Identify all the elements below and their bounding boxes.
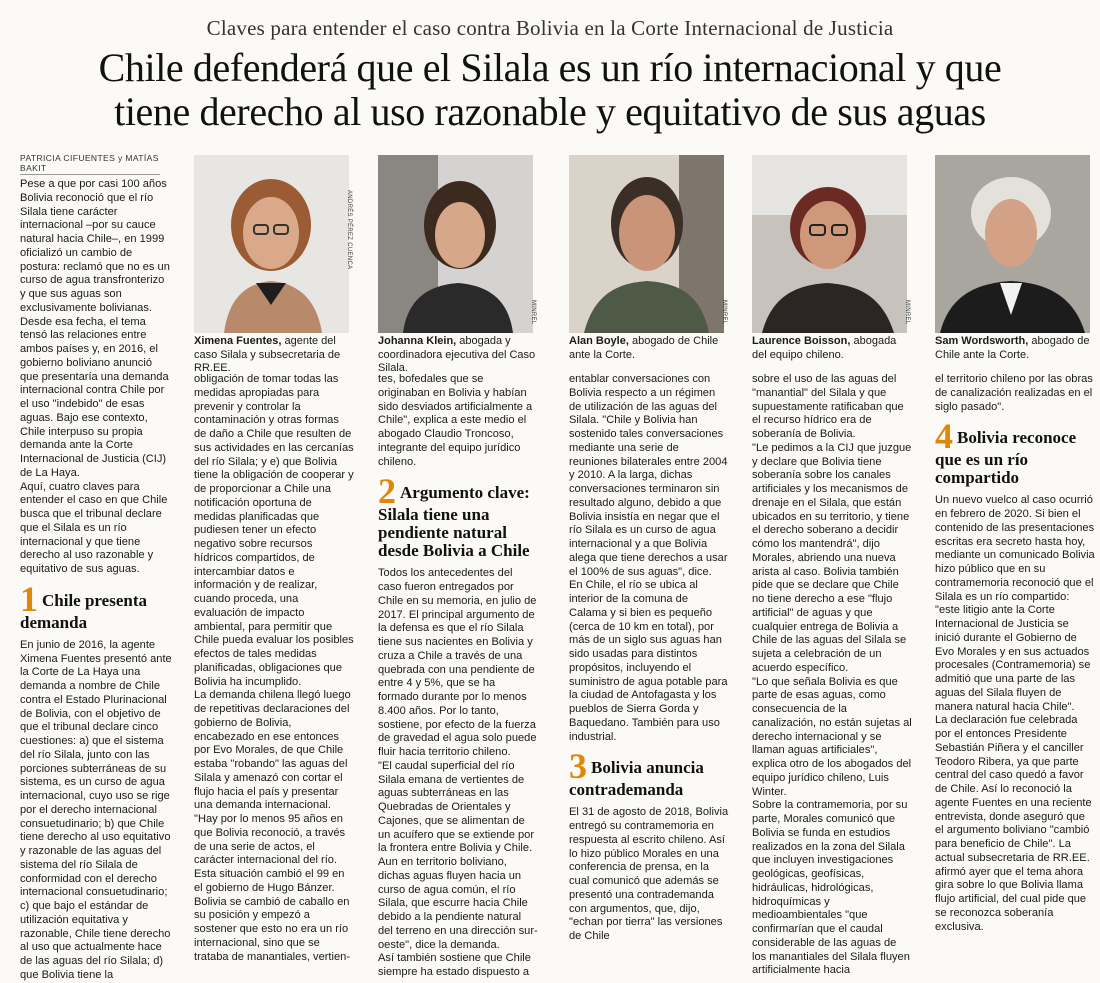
kicker: Claves para entender el caso contra Bolivia en la Corte Internacional de Justicia [206,16,894,40]
article-column-6 [935,373,1095,934]
body-paragraph: El 31 de agosto de 2018, Bolivia entregó su contramemoria en respuesta al escrito chileno. Así lo hizo público Morales en una conferencia de prensa, en la cual comunicó que además se presentó una contrademanda con argumentos, que, dijo, "echan por tierra" las versiones de Chile [569,806,729,942]
body-paragraph: Así también sostiene que Chile siempre ha estado dispuesto a [378,952,531,978]
section-3-heading [569,746,729,800]
article-column-4 [569,373,729,944]
body-paragraph: el territorio chileno por las obras de canalización realizadas en el siglo pasado". [935,373,1093,413]
section-number: 1 [20,578,38,619]
body-paragraph: sobre el uso de las aguas del "manantial" del Silala y que supuestamente ratificaban que el recurso hídrico era de soberanía de Bolivia. [752,373,904,440]
portrait-image [935,155,1090,333]
byline: PATRICIA CIFUENTES y MATÍAS BAKIT [20,153,159,173]
headline-line-1: Chile defenderá que el Silala es un río internacional y que [98,45,1002,90]
intro-paragraph: Aquí, cuatro claves para entender el caso en que Chile busca que el tribunal declare que el Silala es un río internacional y que tiene derecho al uso razonable y equitativo de sus aguas. [20,480,168,575]
portrait-image [194,155,349,333]
caption-name: Laurence Boisson, [752,335,851,347]
intro-paragraph: Desde esa fecha, el tema tensó las relaciones entre ambos países y, en 2016, el gobierno boliviano anunció que presentaría una demanda internacional contra Chile por el uso "indebido" de esas aguas. Bajo ese contexto, Chile interpuso su propia demanda ante la Corte Internacional de Justicia (CIJ) de La Haya. [20,315,169,479]
caption-name: Sam Wordsworth, [935,335,1029,347]
body-paragraph: Todos los antecedentes del caso fueron entregados por Chile en su memoria, en julio de 2017. El principal argumento de la defensa es que el río Silala tiene sus nacientes en Bolivia y cruza a Chile a través de una quebrada con una pendiente de entre 4 y 5%, que se ha formado durante por lo menos 8.400 años. Por lo tanto, sostiene, por efecto de la fuerza de gravedad el agua solo puede fluir hacia territorio chileno. [378,567,537,758]
body-paragraph: Un nuevo vuelco al caso ocurrió en febrero de 2020. Si bien el contenido de las presentaciones escritas era secreto hasta hoy, mediante un comunicado Bolivia hizo público que en su contramemoria reconoció que el Silala es un río compartido: "este litigio ante la Corte Internacional de Justicia se inició durante el Gobierno de Evo Morales y en sus actuados procesales (Contramemoria) se admitió que una parte de las aguas del Silala fluyen de manera natural hacia Chile". [935,494,1095,713]
section-title: Bolivia reconoce que es un río compartido [935,428,1077,488]
article-column-2 [194,373,354,964]
headline [40,46,1060,134]
photo-credit: MINREL [721,300,727,325]
headline-line-2: tiene derecho al uso razonable y equitativo de sus aguas [114,89,986,134]
body-paragraph: Sobre la contramemoria, por su parte, Morales comunicó que Bolivia se funda en estudios realizados en la zona del Silala que incluyen investigaciones geológicas, geofísicas, hidráulicas, hidrológicas, hidroquímicas y medioambientales "que confirmarían que el caudal considerable de las aguas de los manantiales del Silala fluyen artificialmente hacia [752,799,910,977]
section-1-heading [20,578,172,632]
photo-credit: MINREL [530,300,536,325]
portrait-image [569,155,724,333]
caption-description: abogado de Chile ante la Corte. [935,335,1090,361]
portrait-photo-alan-boyle [569,155,724,333]
portrait-image [378,155,533,333]
portrait-image [752,155,907,333]
portrait-photo-sam-wordsworth [935,155,1090,333]
photo-caption [569,335,731,362]
section-number: 2 [378,471,396,512]
caption-name: Johanna Klein, [378,335,457,347]
section-number: 4 [935,416,953,457]
intro-paragraph: Pese a que por casi 100 años Bolivia reconoció que el río Silala tiene carácter internacional –por su cauce natural hacia Chile–, en 1999 oficializó un cambio de postura: reclamó que no es un curso de agua transfronterizo y que sus aguas son exclusivamente bolivianas. [20,178,170,314]
body-paragraph: La declaración fue celebrada por el entonces Presidente Sebastián Piñera y el canciller Teodoro Ribera, ya que parte central del caso quedó a favor de Chile. Así lo reconoció la agente Fuentes en una reciente entrevista, donde aseguró que el argumento boliviano "cambió para beneficio de Chile". La actual subsecretaria de RR.EE. afirmó ayer que el tema ahora gira sobre lo que Bolivia llama flujo artificial, del cual pide que se reconozca soberanía exclusiva. [935,714,1092,933]
photo-credit: ANDRÉS PÉREZ CUENCA [346,190,352,270]
photo-caption [752,335,914,362]
body-paragraph: entablar conversaciones con Bolivia respecto a un régimen de utilización de las aguas del Silala. "Chile y Bolivia han sostenido tales conversaciones mediante una serie de reuniones bilaterales entre 2004 y 2010. A la larga, dichas conversaciones terminaron sin resultado alguno, debido a que Bolivia insistía en negar que el río Silala es un curso de agua internacional y a que Bolivia alega que tiene derechos a usar el 100% de sus aguas", dice. [569,373,728,578]
section-title: Bolivia anuncia contrademanda [569,758,704,800]
body-paragraph: En Chile, el río se ubica al interior de la comuna de Calama y si bien es pequeño (cerca de 10 km en total), por más de un siglo sus aguas han sido usadas para distintos propósitos, incluyendo el suministro de agua potable para la ciudad de Antofagasta y los pueblos de Sierra Gorda y Baquedano. También para uso industrial. [569,579,728,743]
section-4-heading [935,416,1095,488]
caption-description: abogada del equipo chileno. [752,335,897,361]
caption-name: Ximena Fuentes, [194,335,282,347]
photo-caption [378,335,540,376]
section-2-heading [378,471,538,561]
intro-column [20,178,172,983]
body-paragraph: "Le pedimos a la CIJ que juzgue y declare que Bolivia tiene soberanía sobre los canales artificiales y los mecanismos de drenaje en el Silala, que están ubicados en su territorio, y tiene el derecho soberano a decidir cómo los mantendrá", dijo Morales, abriendo una nueva arista al caso. Bolivia también pide que se declare que Chile no tiene derecho a ese "flujo artificial" de aguas y que cualquier entrega de Bolivia a Chile de las aguas del Silala se sujeta a celebración de un acuerdo específico. [752,441,912,674]
article-column-5 [752,373,912,978]
body-paragraph: obligación de tomar todas las medidas apropiadas para prevenir y controlar la contaminación y otras formas de daño a Chile que resulten de sus actividades en las cercanías del río Silala; y e) que Bolivia tiene la obligación de cooperar y de proporcionar a Chile una notificación oportuna de medidas planificadas que pudiesen tener un efecto negativo sobre recursos hídricos compartidos, de intercambiar datos e información y de realizar, cuando proceda, una evaluación de impacto ambiental, para permitir que Chile pueda evaluar los posibles efectos de tales medidas planificadas, obligaciones que Bolivia ha incumplido. [194,373,354,688]
body-paragraph: "El caudal superficial del río Silala emana de vertientes de aguas subterráneas en las Quebradas de Orientales y Cajones, que se alimentan de un acuífero que se extiende por la frontera entre Bolivia y Chile. Aun en territorio boliviano, dichas aguas fluyen hacia un curso de agua común, el río Silala, que escurre hacia Chile debido a la pendiente natural del terreno en una dirección sur-oeste", dice la demanda. [378,759,538,951]
portrait-photo-laurence-boisson [752,155,907,333]
caption-description: agente del caso Silala y subsecretaria de RR.EE. [194,335,341,374]
caption-description: abogado de Chile ante la Corte. [569,335,719,361]
photo-credit: MINREL [904,300,910,325]
body-paragraph: "Hay por lo menos 95 años en que Bolivia reconoció, a través de una serie de actos, el carácter internacional del río. Esta situación cambió el 99 en el gobierno de Hugo Bánzer. Bolivia se cambió de caballo en su posición y empezó a sostener que esto no era un río internacional, sino que se trataba de manantiales, vertien- [194,813,351,963]
section-title: Chile presenta demanda [20,590,147,632]
caption-name: Alan Boyle, [569,335,629,347]
article-column-3 [378,373,538,980]
photo-caption [935,335,1095,362]
section-title: Argumento clave: Silala tiene una pendiente natural desde Bolivia a Chile [378,483,530,561]
section-number: 3 [569,746,587,787]
photo-caption [194,335,354,376]
portrait-photo-ximena-fuentes [194,155,349,333]
body-paragraph: "Lo que señala Bolivia es que parte de esas aguas, como consecuencia de la canalización, no están sujetas al derecho internacional y se llaman aguas artificiales", explica otro de los abogados del equipo jurídico chileno, Luis Winter. [752,675,912,798]
body-paragraph: tes, bofedales que se originaban en Bolivia y habían sido desviados artificialmente a Chile", explica a este medio el abogado Claudio Troncoso, integrante del equipo jurídico chileno. [378,373,533,468]
caption-description: abogada y coordinadora ejecutiva del Caso Silala. [378,335,536,374]
portrait-photo-johanna-klein [378,155,533,333]
body-paragraph: La demanda chilena llegó luego de repetitivas declaraciones del gobierno de Bolivia, encabezado en ese entonces por Evo Morales, de que Chile estaba "robando" las aguas del Silala y amenazó con cortar el flujo hacia el país y presentar una demanda internacional. [194,689,351,812]
body-paragraph: En junio de 2016, la agente Ximena Fuentes presentó ante la Corte de La Haya una demanda a nombre de Chile contra el Estado Plurinacional de Bolivia, con el objetivo de que el tribunal declare cinco cuestiones: a) que el sistema del río Silala, junto con las porciones subterráneas de su sistema, es un curso de agua internacional, cuyo uso se rige por el derecho internacional consuetudinario; b) que Chile tiene derecho al uso equitativo y razonable de las aguas del sistema del río Silala de conformidad con el derecho internacional consuetudinario; c) que bajo el estándar de utilización equitativa y razonable, Chile tiene derecho al uso que actualmente hace de las aguas del río Silala; d) que Bolivia tiene la [20,638,172,981]
